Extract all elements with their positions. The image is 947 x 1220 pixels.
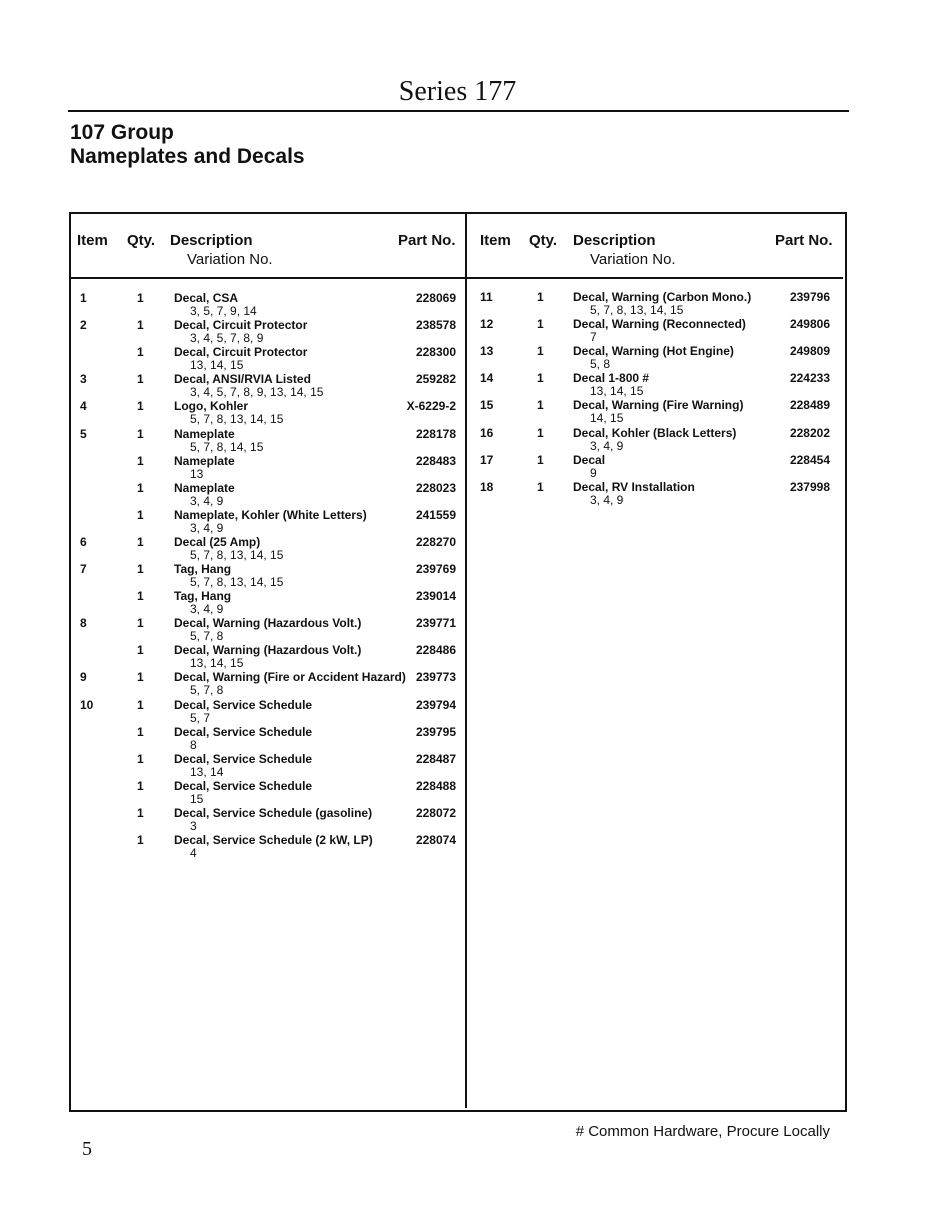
variation-cell: 7	[590, 330, 597, 345]
description-cell: Decal, Circuit Protector	[174, 318, 308, 333]
qty-cell: 1	[137, 778, 144, 793]
header-description-left: Description	[170, 232, 253, 249]
item-cell: 7	[80, 562, 87, 576]
description-cell: Nameplate	[174, 480, 235, 495]
title-rule	[68, 110, 849, 112]
variation-cell: 13, 14, 15	[590, 384, 644, 399]
description-cell: Decal, Warning (Fire or Accident Hazard)	[174, 670, 406, 685]
description-cell: Decal, Kohler (Black Letters)	[573, 425, 737, 440]
qty-cell: 1	[537, 317, 544, 332]
qty-cell: 1	[137, 426, 144, 441]
description-cell: Decal, CSA	[174, 291, 239, 305]
header-qty-right: Qty.	[529, 232, 558, 249]
item-cell: 17	[480, 452, 494, 467]
header-part-no-right: Part No.	[775, 232, 833, 249]
table-row	[0, 371, 947, 398]
part-number-cell: 228023	[415, 480, 456, 495]
qty-cell: 1	[537, 371, 544, 386]
variation-cell: 5, 7, 8, 13, 14, 15	[190, 575, 284, 589]
part-number-cell: 239769	[415, 562, 456, 576]
qty-cell: 1	[137, 833, 144, 847]
part-number-cell: 228178	[415, 426, 456, 441]
variation-cell: 8	[190, 737, 197, 752]
part-number-cell: 237998	[789, 479, 830, 494]
variation-cell: 3	[190, 818, 197, 833]
qty-cell: 1	[137, 643, 144, 658]
description-cell: Decal, RV Installation	[573, 479, 695, 494]
part-number-cell: 228483	[415, 453, 456, 468]
variation-cell: 13, 14, 15	[190, 358, 244, 373]
table-row	[0, 508, 947, 535]
part-number-cell: 239794	[415, 697, 456, 712]
variation-cell: 3, 4, 5, 7, 8, 9	[190, 331, 264, 346]
description-cell: Decal, Service Schedule (gasoline)	[174, 805, 373, 820]
qty-cell: 1	[137, 724, 144, 739]
description-cell: Decal, Warning (Hot Engine)	[573, 344, 734, 359]
header-qty-left: Qty.	[127, 232, 156, 249]
footer-note: # Common Hardware, Procure Locally	[575, 1123, 830, 1140]
qty-cell: 1	[137, 805, 144, 820]
qty-cell: 1	[537, 290, 544, 304]
item-cell: 11	[480, 290, 493, 304]
table-row	[0, 453, 947, 480]
part-number-cell: 241559	[415, 507, 456, 522]
qty-cell: 1	[137, 345, 144, 360]
description-cell: Decal, Warning (Carbon Mono.)	[573, 290, 752, 304]
part-number-cell: 228488	[415, 778, 456, 793]
qty-cell: 1	[137, 616, 144, 631]
part-number-cell: 239773	[415, 670, 456, 685]
item-cell: 15	[480, 398, 494, 413]
part-number-cell: 249806	[789, 317, 830, 332]
table-row	[0, 643, 947, 670]
part-number-cell: 249809	[789, 344, 830, 359]
item-cell: 3	[80, 372, 87, 387]
variation-cell: 3, 4, 9	[190, 493, 224, 508]
qty-cell: 1	[537, 398, 544, 413]
table-row	[0, 806, 947, 833]
description-cell: Decal, Circuit Protector	[174, 345, 308, 360]
item-cell: 18	[480, 479, 494, 494]
variation-cell: 15	[190, 791, 204, 806]
item-cell: 10	[80, 697, 94, 712]
table-row	[0, 398, 947, 425]
variation-cell: 13, 14	[190, 764, 224, 779]
table-header-rule	[71, 277, 843, 279]
group-heading	[70, 121, 305, 169]
description-cell: Decal, Service Schedule	[174, 724, 313, 739]
table-row	[0, 317, 947, 344]
qty-cell: 1	[137, 670, 144, 685]
qty-cell: 1	[537, 479, 544, 494]
qty-cell: 1	[537, 425, 544, 440]
variation-cell: 3, 4, 9	[190, 520, 224, 535]
qty-cell: 1	[137, 507, 144, 522]
part-number-cell: 228270	[415, 534, 456, 549]
item-cell: 9	[80, 670, 87, 685]
item-cell: 1	[80, 291, 87, 305]
variation-cell: 5, 7, 8	[190, 683, 224, 698]
item-cell: 14	[480, 371, 494, 386]
qty-cell: 1	[137, 291, 144, 305]
description-cell: Decal (25 Amp)	[174, 534, 261, 549]
part-number-cell: 239796	[789, 290, 830, 304]
variation-cell: 14, 15	[590, 411, 624, 426]
item-cell: 5	[80, 426, 87, 441]
table-row	[0, 616, 947, 643]
variation-cell: 9	[590, 465, 597, 480]
description-cell: Decal 1-800 #	[573, 371, 650, 386]
variation-cell: 5, 7, 8, 13, 14, 15	[190, 412, 284, 427]
variation-cell: 5, 7, 8	[190, 629, 224, 644]
description-cell: Decal, Warning (Reconnected)	[573, 317, 746, 332]
description-cell: Logo, Kohler	[174, 399, 248, 414]
table-row	[0, 670, 947, 697]
description-cell: Tag, Hang	[174, 562, 232, 576]
part-number-cell: 228202	[789, 425, 830, 440]
qty-cell: 1	[537, 452, 544, 467]
variation-cell: 5, 7, 8, 13, 14, 15	[190, 547, 284, 562]
variation-cell: 3, 4, 9	[590, 438, 624, 453]
description-cell: Decal, ANSI/RVIA Listed	[174, 372, 311, 387]
qty-cell: 1	[137, 372, 144, 387]
header-item-right: Item	[480, 232, 511, 249]
qty-cell: 1	[137, 562, 144, 576]
part-number-cell: 239771	[415, 616, 456, 631]
header-part-no-left: Part No.	[398, 232, 456, 249]
part-number-cell: 238578	[415, 318, 456, 333]
item-cell: 4	[80, 399, 87, 414]
header-variation-left: Variation No.	[187, 251, 273, 268]
qty-cell: 1	[137, 534, 144, 549]
part-number-cell: 228300	[415, 345, 456, 360]
variation-cell: 13	[190, 466, 204, 481]
item-cell: 16	[480, 425, 494, 440]
qty-cell: 1	[137, 318, 144, 333]
part-number-cell: X-6229-2	[406, 399, 456, 414]
item-cell: 12	[480, 317, 494, 332]
header-description-right: Description	[573, 232, 656, 249]
variation-cell: 3, 4, 9	[590, 492, 624, 507]
item-cell: 6	[80, 534, 87, 549]
description-cell: Decal, Service Schedule	[174, 751, 313, 766]
table-row	[0, 535, 947, 562]
table-row	[0, 480, 947, 507]
table-row	[0, 562, 947, 589]
header-item-left: Item	[77, 232, 108, 249]
variation-cell: 5, 7	[190, 710, 211, 725]
table-row	[0, 589, 947, 616]
part-number-cell: 228069	[415, 291, 456, 305]
part-number-cell: 239795	[415, 724, 456, 739]
qty-cell: 1	[137, 589, 144, 604]
part-number-cell: 228486	[415, 643, 456, 658]
part-number-cell: 228454	[789, 452, 830, 467]
item-cell: 13	[480, 344, 494, 359]
variation-cell: 5, 7, 8, 14, 15	[190, 439, 264, 454]
description-cell: Nameplate	[174, 453, 235, 468]
variation-cell: 3, 4, 9	[190, 602, 224, 617]
table-row	[0, 698, 947, 725]
group-title: 107 Group	[70, 121, 174, 144]
qty-cell: 1	[137, 453, 144, 468]
qty-cell: 1	[137, 697, 144, 712]
qty-cell: 1	[537, 344, 544, 359]
description-cell: Decal, Service Schedule	[174, 778, 313, 793]
part-number-cell: 228487	[415, 751, 456, 766]
group-subtitle: Nameplates and Decals	[70, 145, 305, 168]
qty-cell: 1	[137, 751, 144, 766]
part-number-cell: 224233	[789, 371, 830, 386]
table-row	[0, 833, 947, 860]
qty-cell: 1	[137, 480, 144, 495]
table-row	[0, 725, 947, 752]
part-number-cell: 228489	[789, 398, 830, 413]
item-cell: 2	[80, 318, 87, 333]
item-cell: 8	[80, 616, 87, 631]
variation-cell: 13, 14, 15	[190, 656, 244, 671]
table-row	[0, 426, 947, 453]
part-number-cell: 239014	[415, 589, 456, 604]
table-row	[0, 779, 947, 806]
part-number-cell: 228072	[415, 805, 456, 820]
description-cell: Nameplate, Kohler (White Letters)	[174, 507, 367, 522]
description-cell: Decal, Warning (Hazardous Volt.)	[174, 643, 362, 658]
description-cell: Decal, Service Schedule	[174, 697, 313, 712]
part-number-cell: 259282	[415, 372, 456, 387]
description-cell: Decal	[573, 452, 606, 467]
description-cell: Nameplate	[174, 426, 235, 441]
series-title: Series 177	[398, 76, 517, 107]
variation-cell: 3, 4, 5, 7, 8, 9, 13, 14, 15	[190, 385, 324, 400]
table-row	[0, 344, 947, 371]
description-cell: Decal, Service Schedule (2 kW, LP)	[174, 833, 373, 847]
header-variation-right: Variation No.	[590, 251, 676, 268]
table-row	[0, 752, 947, 779]
description-cell: Tag, Hang	[174, 589, 232, 604]
qty-cell: 1	[137, 399, 144, 414]
variation-cell: 5, 8	[590, 357, 611, 372]
part-number-cell: 228074	[415, 833, 456, 847]
description-cell: Decal, Warning (Hazardous Volt.)	[174, 616, 362, 631]
page-number: 5	[82, 1138, 92, 1160]
table-row	[0, 290, 947, 317]
variation-cell: 5, 7, 8, 13, 14, 15	[590, 303, 684, 317]
variation-cell: 3, 5, 7, 9, 14	[190, 304, 257, 318]
variation-cell: 4	[190, 846, 197, 860]
description-cell: Decal, Warning (Fire Warning)	[573, 398, 744, 413]
